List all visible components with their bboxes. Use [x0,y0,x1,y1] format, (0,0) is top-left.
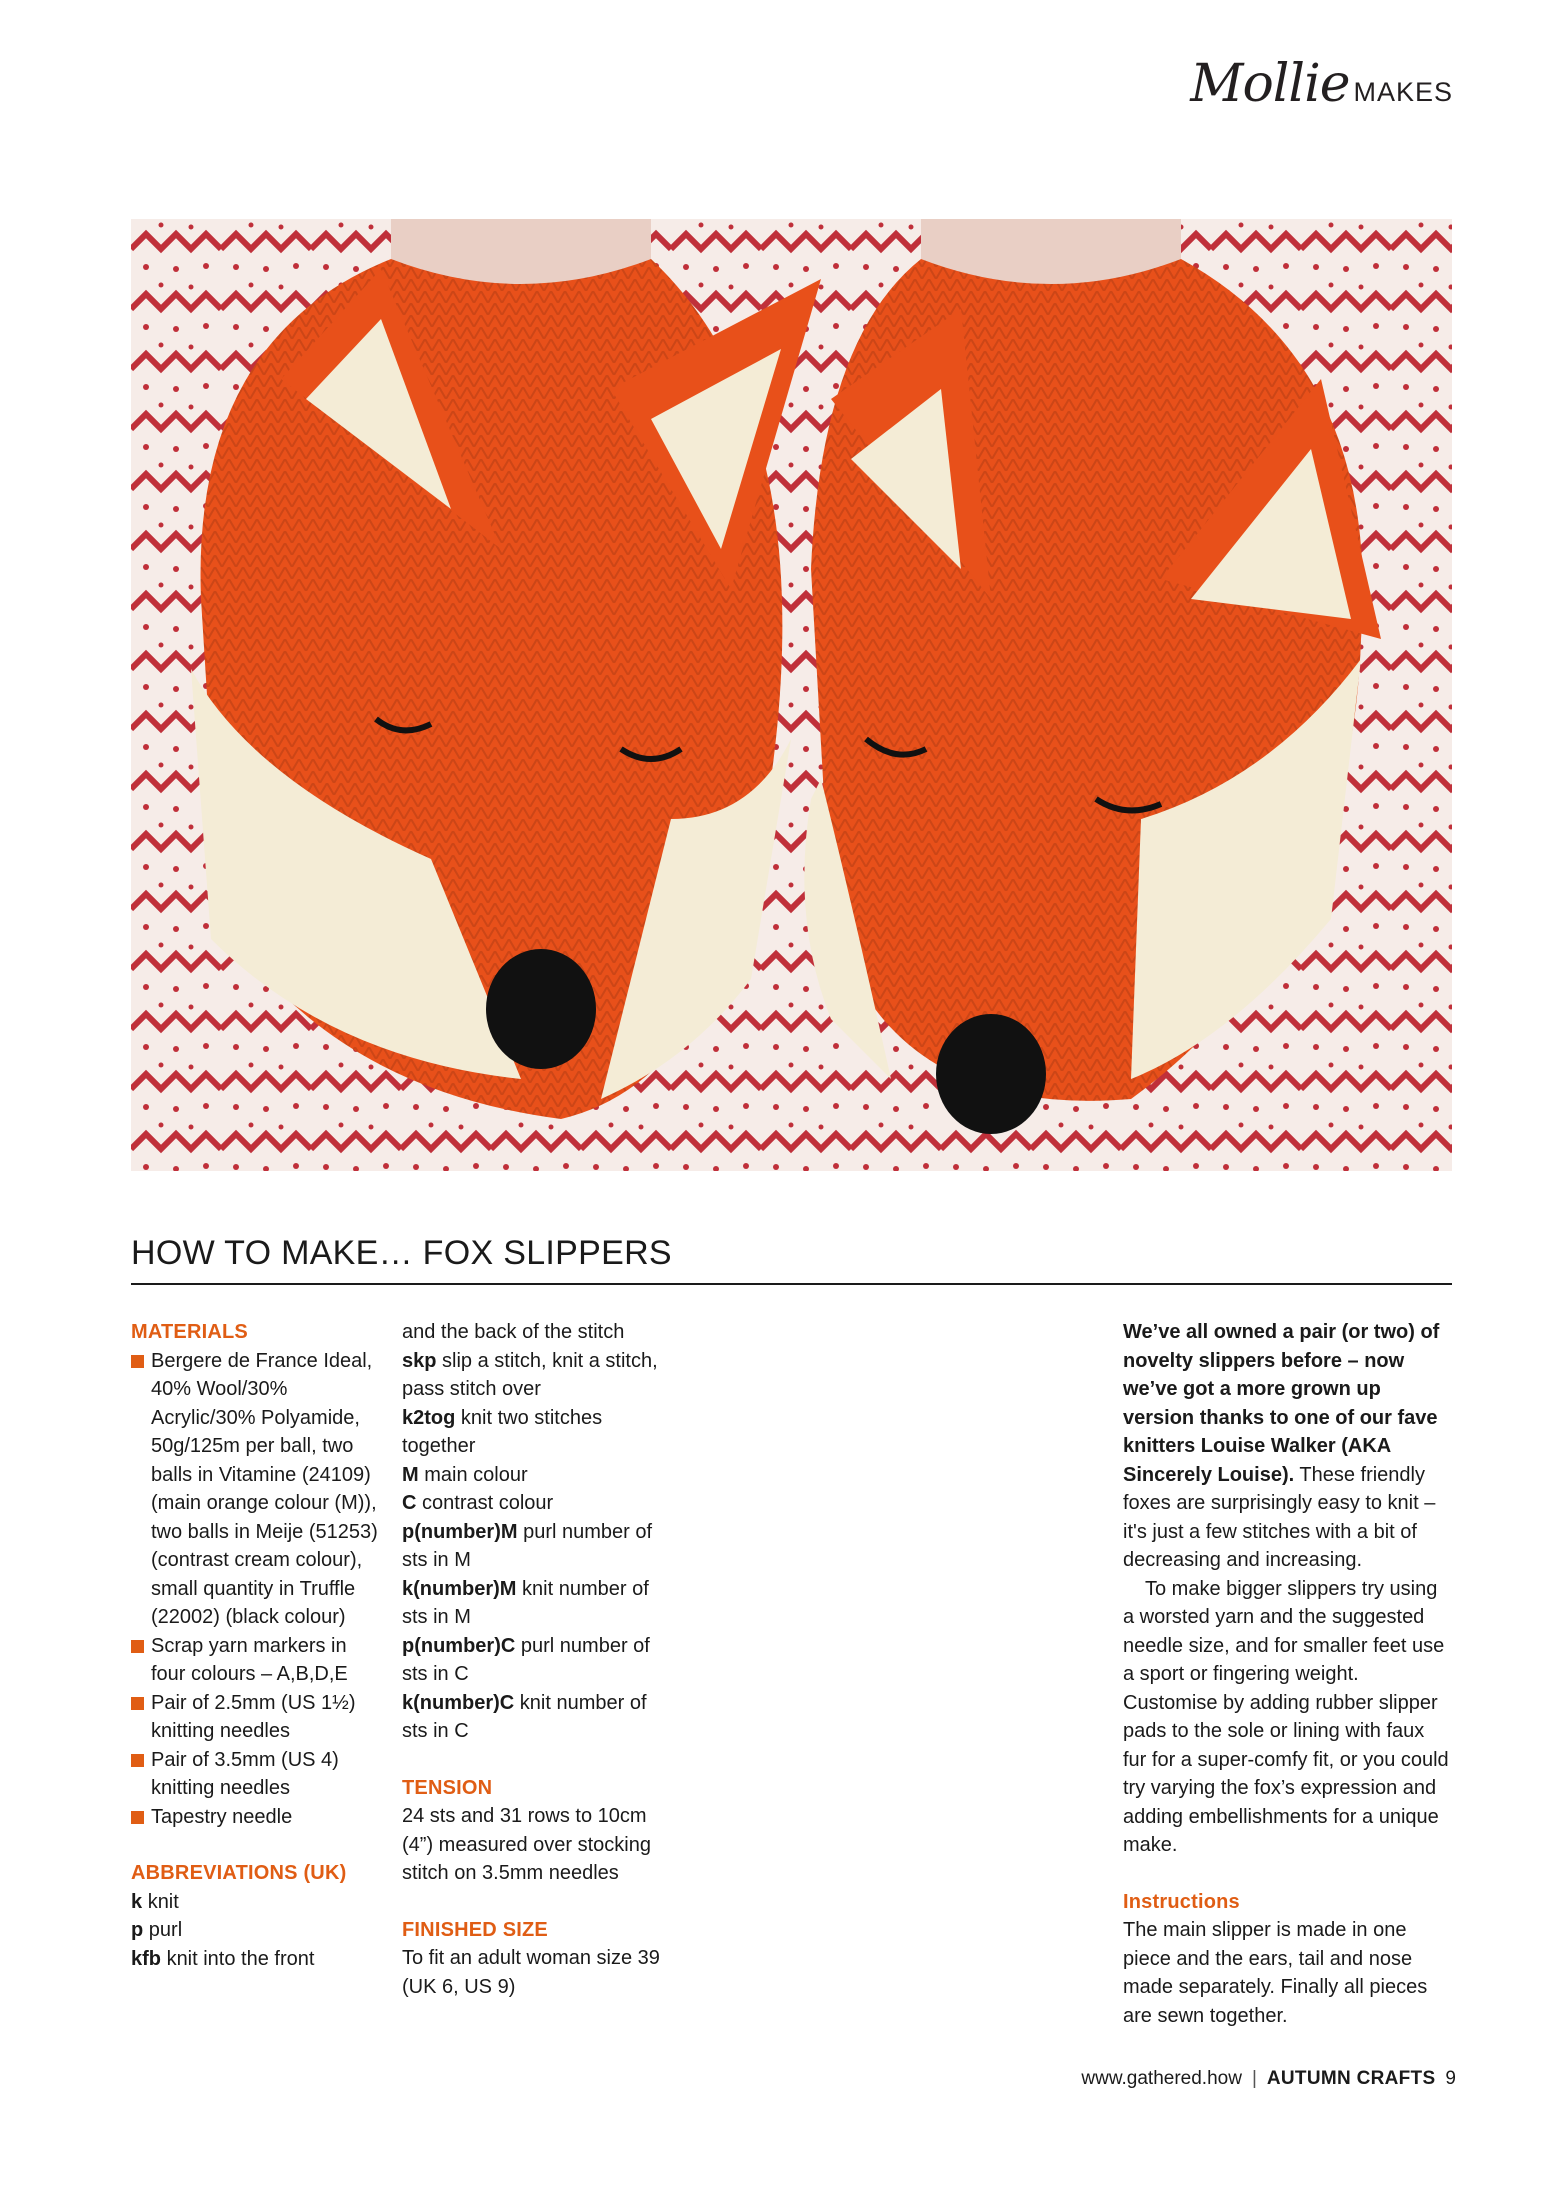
abbreviation-continuation: and the back of the stitch [402,1321,625,1343]
abbreviation-row [131,1888,386,1917]
abbreviation-row [402,1518,662,1575]
brand-logo [1190,54,1453,114]
abbreviation-row [402,1489,662,1518]
materials-item: Pair of 2.5mm (US 1½) knitting needles [131,1689,386,1746]
intro-paragraph [1123,1318,1453,1575]
abbreviation-term: k [131,1890,143,1913]
abbreviation-def: knit number of sts in M [402,1577,649,1628]
abbreviation-term: k(number)M [402,1577,517,1600]
materials-heading: MATERIALS [131,1321,248,1343]
footer-magazine: AUTUMN CRAFTS [1266,2068,1436,2089]
abbreviation-term: C [402,1492,417,1514]
brand-word: MAKES [1353,77,1453,107]
left-slipper [191,259,821,1119]
abbreviation-def: knit number of sts in C [402,1691,647,1742]
intro-lead: We’ve all owned a pair (or two) of novelty slippers before – now we’ve got a more grown up version thanks to one of our fave knitters Louise Walker (AKA Sincerely Louise). [1123,1321,1440,1486]
abbreviation-def: purl number of sts in M [402,1520,653,1571]
abbreviation-term: p(number)M [402,1520,518,1543]
abbreviation-def: knit [147,1890,179,1913]
column-2 [402,1318,662,2001]
tension-text: 24 sts and 31 rows to 10cm (4”) measured over stocking stitch on 3.5mm needles [402,1805,651,1884]
abbreviation-row [402,1461,662,1490]
finished-size-heading: FINISHED SIZE [402,1918,548,1941]
materials-item: Pair of 3.5mm (US 4) knitting needles [131,1746,386,1803]
abbreviation-term: k(number)C [402,1691,515,1714]
abbreviation-def: knit two stitches together [402,1406,603,1457]
materials-list [131,1347,386,1832]
abbreviation-row [402,1404,662,1461]
abbreviation-term: k2tog [402,1406,456,1429]
abbreviation-term: p [131,1919,144,1941]
abbreviation-def: contrast colour [422,1492,554,1514]
materials-item: Bergere de France Ideal, 40% Wool/30% Acrylic/30% Polyamide, 50g/125m per ball, two balls in Vitamine (24109) (main orange colour (M)), two balls in Meije (51253) (contrast cream colour), small quantity in Truffle (22002) (black colour) [131,1347,386,1632]
materials-item: Tapestry needle [131,1803,386,1832]
footer-url[interactable]: www.gathered.how [1081,2068,1242,2089]
page-footer [1081,2068,1456,2090]
finished-size-text: To fit an adult woman size 39 (UK 6, US 9) [402,1947,660,1998]
abbreviation-term: kfb [131,1947,161,1970]
abbreviation-row [402,1575,662,1632]
instructions-text: The main slipper is made in one piece and the ears, tail and nose made separately. Finally all pieces are sewn together. [1123,1919,1428,2027]
tension-heading: TENSION [402,1776,493,1799]
photo-illustration [131,219,1452,1171]
footer-separator: | [1251,2068,1257,2089]
abbreviation-def: main colour [424,1463,528,1486]
abbreviation-def: knit into the front [166,1947,315,1970]
page-number: 9 [1445,2068,1456,2089]
fox-slippers-photo [131,219,1452,1171]
abbreviation-term: p(number)C [402,1634,516,1657]
abbreviation-row [402,1689,662,1746]
section-title: HOW TO MAKE… FOX SLIPPERS [131,1234,1452,1285]
column-1 [131,1318,386,1973]
abbreviation-term: M [402,1463,419,1486]
instructions-heading: Instructions [1123,1890,1240,1913]
abbreviation-term: skp [402,1349,437,1372]
intro-paragraph-2: To make bigger slippers try using a worsted yarn and the suggested needle size, and for smaller feet use a sport or fingering weight. Customise by adding rubber slipper pads to the sole or lining with faux fur for a super-comfy fit, or you could try varying the fox’s expression and adding embellishments for a unique make. [1123,1577,1449,1856]
abbreviation-def: purl number of sts in C [402,1634,650,1685]
abbreviation-row [131,1916,386,1945]
abbreviations-heading: ABBREVIATIONS (UK) [131,1862,347,1884]
abbreviations-list-b [402,1318,662,1746]
abbreviation-row [131,1945,386,1974]
column-3 [1123,1318,1453,2030]
materials-item: Scrap yarn markers in four colours – A,B,D,E [131,1632,386,1689]
abbreviations-list-a [131,1888,386,1974]
abbreviation-def: slip a stitch, knit a stitch, pass stitch over [402,1349,658,1400]
brand-script: Mollie [1190,54,1350,114]
abbreviation-row [402,1347,662,1404]
abbreviation-def: purl [148,1919,183,1941]
intro-rest: These friendly foxes are surprisingly easy to knit – it's just a few stitches with a bit of decreasing and increasing. [1123,1463,1436,1571]
abbreviation-row [402,1632,662,1689]
